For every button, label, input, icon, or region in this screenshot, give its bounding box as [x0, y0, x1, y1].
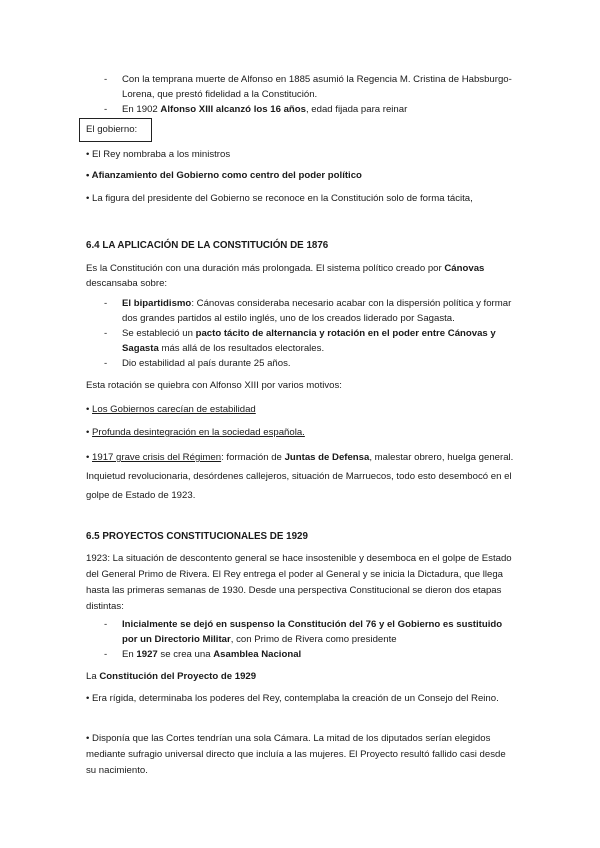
gobierno-box: El gobierno:	[79, 118, 152, 142]
list-item: - En 1927 se crea una Asamblea Nacional	[86, 647, 516, 662]
list-item: - Se estableció un pacto tácito de alternancia y rotación en el poder entre Cánovas y Sagasta más allá de los resultados electorales.	[86, 326, 516, 356]
motivo-3: • 1917 grave crisis del Régimen: formación de Juntas de Defensa, malestar obrero, huelga general. Inquietud revolucionaria, desórdenes callejeros, situación de Marruecos, todo esto desembocó en el golpe de Estado de 1923.	[86, 452, 514, 501]
proyecto-heading: La Constitución del Proyecto de 1929	[86, 671, 257, 682]
section-64-list	[86, 296, 516, 371]
rotation-text: Esta rotación se quiebra con Alfonso XIII por varios motivos:	[86, 380, 342, 391]
motivo-1: • Los Gobiernos carecían de estabilidad	[86, 404, 256, 415]
list-item: - Inicialmente se dejó en suspenso la Constitución del 76 y el Gobierno es sustituido por un Directorio Militar, con Primo de Rivera como presidente	[86, 617, 516, 647]
regencia-list	[86, 72, 516, 117]
section-65-list	[86, 617, 516, 662]
motivo-2: • Profunda desintegración en la sociedad española.	[86, 427, 305, 438]
proyecto-bullet-2: • Disponía que las Cortes tendrían una sola Cámara. La mitad de los diputados serían elegidos mediante sufragio universal directo que incluía a las mujeres. El Proyecto resultó fallido casi desde su nacimiento.	[86, 733, 506, 776]
section-65-paragraph: 1923: La situación de descontento general se hace insostenible y desemboca en el golpe de Estado del General Primo de Rivera. El Rey entrega el poder al General y se inicia la Dictadura, que llega hasta las primeras semanas de 1930. Desde una perspectiva Constitucional se dieron dos etapas distintas:	[86, 553, 512, 612]
section-64-intro: Es la Constitución con una duración más prolongada. El sistema político creado por Cánovas descansaba sobre:	[86, 263, 485, 289]
list-item: - Dio estabilidad al país durante 25 años.	[86, 356, 516, 371]
gobierno-item-3: • La figura del presidente del Gobierno se reconoce en la Constitución solo de forma tácita,	[86, 193, 473, 204]
list-item: - Con la temprana muerte de Alfonso en 1885 asumió la Regencia M. Cristina de Habsburgo-Lorena, que prestó fidelidad a la Constitución.	[86, 72, 516, 102]
proyecto-bullet-1: • Era rígida, determinaba los poderes del Rey, contemplaba la creación de un Consejo del Reino.	[86, 693, 499, 704]
section-64-heading: 6.4 LA APLICACIÓN DE LA CONSTITUCIÓN DE 1876	[86, 240, 329, 251]
list-item: - El bipartidismo: Cánovas consideraba necesario acabar con la dispersión política y formar dos grandes partidos al estilo inglés, uno de los creados liderado por Sagasta.	[86, 296, 516, 326]
list-item: - En 1902 Alfonso XIII alcanzó los 16 años, edad fijada para reinar	[86, 102, 516, 117]
gobierno-item-1: • El Rey nombraba a los ministros	[86, 149, 231, 160]
section-65-heading: 6.5 PROYECTOS CONSTITUCIONALES DE 1929	[86, 531, 308, 542]
gobierno-item-2: • Afianzamiento del Gobierno como centro del poder político	[86, 170, 362, 181]
